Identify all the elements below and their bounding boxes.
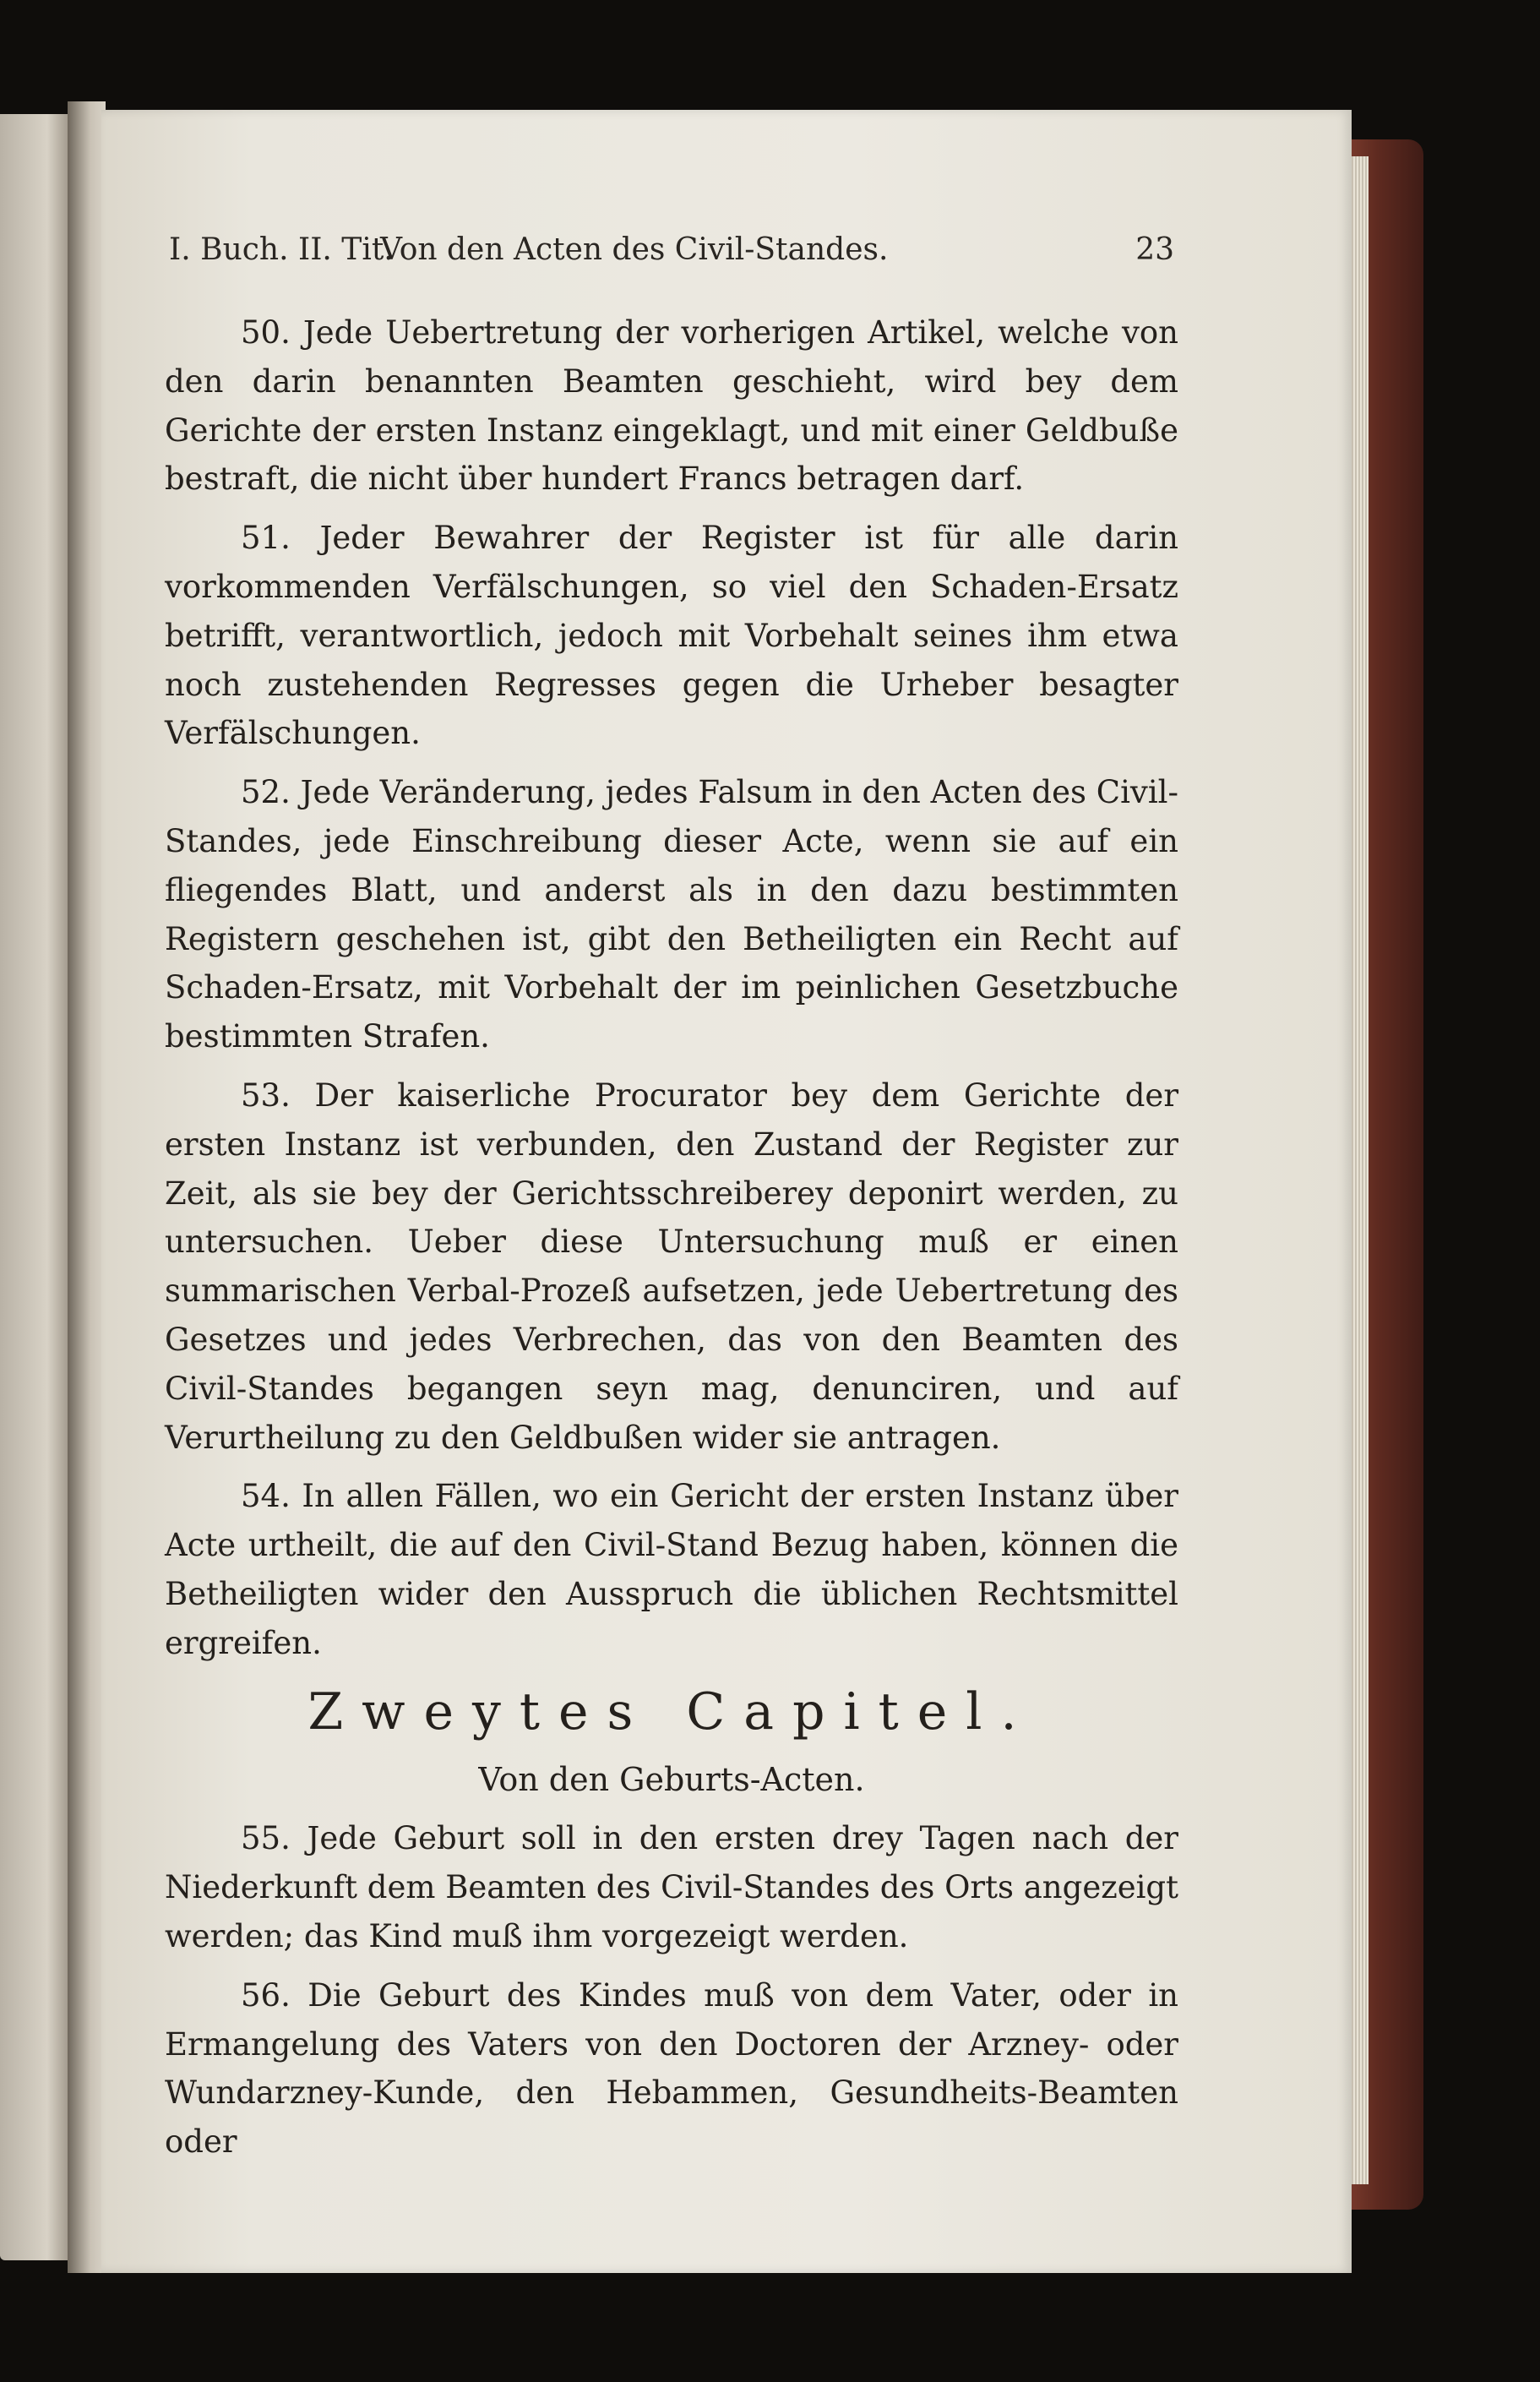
article-52 — [165, 768, 1178, 1061]
article-51 — [165, 514, 1178, 758]
article-55 — [165, 1814, 1178, 1960]
article-number: 53. — [241, 1077, 291, 1114]
book-gutter — [68, 101, 106, 2273]
header-title: Von den Acten des Civil-Standes. — [380, 232, 889, 267]
article-54 — [165, 1472, 1178, 1667]
article-text: Der kaiserliche Procurator bey dem Gerichte der ersten Instanz ist verbunden, den Zustand der Register zur Zeit, als sie bey der Gerichtsschreiberey deponirt werden, zu untersuchen. Ueber diese Untersuchung muß er einen summarischen Verbal-Prozeß aufsetzen, jede Uebertretung des Gesetzes und jedes Verbrechen, das von den Beamten des Civil-Standes begangen seyn mag, denunciren, und auf Verurtheilung zu den Geldbußen wider sie antragen. — [165, 1077, 1179, 1456]
article-text: Jeder Bewahrer der Register ist für alle darin vorkommenden Verfälschungen, so viel den Schaden-Ersatz betrifft, verantwortlich, jedoch mit Vorbehalt seines ihm etwa noch zustehenden Regresses gegen die Urheber besagter Verfälschungen. — [165, 520, 1179, 752]
chapter-title: Zweytes Capitel. — [307, 1682, 1036, 1742]
article-text: In allen Fällen, wo ein Gericht der ersten Instanz über Acte urtheilt, die auf den Civil-Stand Bezug haben, können die Betheiligten wider den Ausspruch die üblichen Rechtsmittel ergreifen. — [165, 1478, 1178, 1661]
article-number: 54. — [241, 1478, 291, 1515]
article-number: 50. — [241, 314, 291, 351]
page-body — [165, 308, 1178, 2177]
article-53 — [165, 1071, 1178, 1462]
page-number: 23 — [1135, 232, 1174, 267]
article-text: Jede Uebertretung der vorherigen Artikel, welche von den darin benannten Beamten geschieht, wird bey dem Gerichte der ersten Instanz eingeklagt, und mit einer Geldbuße bestraft, die nicht über hundert Francs betragen darf. — [165, 314, 1179, 498]
header-book-section: I. Buch. II. Tit. — [169, 232, 394, 267]
chapter-subtitle: Von den Geburts-Acten. — [478, 1760, 865, 1798]
article-number: 55. — [241, 1820, 291, 1857]
article-number: 56. — [241, 1976, 291, 2014]
article-number: 52. — [241, 774, 291, 811]
running-header — [169, 232, 1174, 275]
article-50 — [165, 308, 1178, 504]
article-text: Die Geburt des Kindes muß von dem Vater, oder in Ermangelung des Vaters von den Doctoren der Arzney- oder Wundarzney-Kunde, den Hebammen, Gesundheits-Beamten oder — [165, 1976, 1178, 2161]
article-text: Jede Veränderung, jedes Falsum in den Acten des Civil-Standes, jede Einschreibung dieser Acte, wenn sie auf ein fliegendes Blatt, und anderst als in den dazu bestimmten Registern geschehen ist, gibt den Betheiligten ein Recht auf Schaden-Ersatz, mit Vorbehalt der im peinlichen Gesetzbuche bestimmten Strafen. — [165, 774, 1178, 1055]
article-56 — [165, 1971, 1178, 2167]
article-number: 51. — [241, 520, 291, 557]
article-text: Jede Geburt soll in den ersten drey Tagen nach der Niederkunft dem Beamten des Civil-Standes des Orts angezeigt werden; das Kind muß ihm vorgezeigt werden. — [165, 1820, 1178, 1954]
left-page-edge — [0, 114, 68, 2260]
